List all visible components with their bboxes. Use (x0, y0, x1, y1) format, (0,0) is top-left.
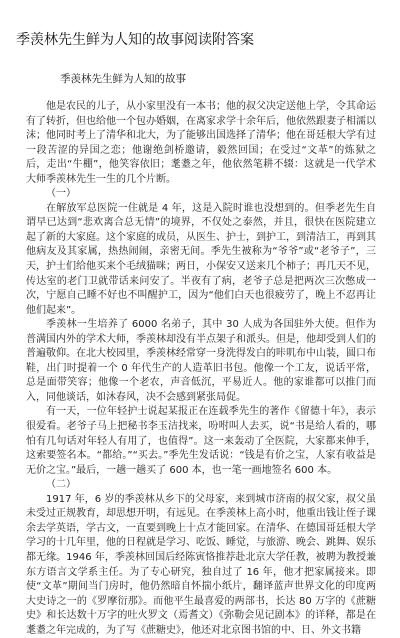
section-2-heading: （二） (46, 479, 76, 491)
article-subtitle: 季羡林先生鲜为人知的故事 (60, 73, 186, 85)
section-1-paragraph-1: 在解放军总医院一住就是 4 年，这是入院时谁也没想到的。但季老先生自谓早已达到“悲欢离合总无情”的境界，不仅处之泰然，并且，很快在医院建立起了新的大家庭。这个家庭的成员，从医生、护士，到护工，到清洁工，再到其他病友及其家属，热热闹闹，亲密无间。季先生被称为“爷爷”或“老爷子”，三天，护士们给他买来个毛绒猫咪；两日，小保安又送来几个柿子；再几天不见，传达室的老门卫就带话来问安了。半夜有了病，老爷子总是把两次三次憋成一次，宁愿自己睡不好也不叫醒护工，因为“他们白天也很疲劳了，晚上不忍再让他们起来”。 (26, 202, 376, 316)
section-1-paragraph-3: 有一天，一位年轻护士说起某报正在连载季先生的著作《留德十年》，表示很爱看。老爷子马上把秘书李玉洁找来，吩咐叫人去买，说“书是给人看的，哪怕有几句话对年轻人有用了，也值得”。这一来轰动了全医院，大家都来伸手，这索要签名本。“都给。”“买去。”季先生发话说：“钱是有价之宝，人家有收益是无价之宝。”最后，一趟一趟买了 600 本，也一笔一画地签名 600 本。 (26, 406, 376, 476)
intro-paragraph: 他是农民的儿子，从小家里没有一本书；他的叔父决定送他上学，令其命运有了转折，但也给他一个包办婚姻，在离家求学十余年后，他依然跟妻子相濡以沫；他同时考上了清华和北大，为了能够出国选择了清华；他在哥廷根大学有过一段苦涩的异国之恋；他谢绝剑桥邀请，毅然回国；在受过“文革”的炼狱之后，走出“牛棚”，他笑容依旧；耄耋之年，他依然笔耕不辍：这就是一代学术大师季羡林先生一生的几个片断。 (26, 101, 376, 185)
section-1-paragraph-2: 季羡林一生培养了 6000 名弟子，其中 30 人成为各国驻外大使。但作为普满国内外的学术大师，季羡林却没有半点架子和派头。但是，他却受到人们的普遍敬仰。在北大校园里，季羡林经常穿一身洗得发白的咔叽布中山装，圆口布鞋，出门时提着一个 0 年代生产的人造革旧书包。他像一个工友，说话平常，总是面带笑容；他像一个老农，声音低沉，平易近人。他的家谁都可以推门而入，同他谈话，如沐春风，决不会感到紧张局促。 (26, 319, 376, 403)
article-body (26, 100, 376, 638)
document-title: 季羡林先生鲜为人知的故事阅读附答案 (16, 32, 254, 48)
section-1-heading: （一） (46, 188, 76, 200)
section-2-paragraph-1: 1917 年，6 岁的季羡林从乡下的父母家，来到城市济南的叔父家，叔父虽未受过正规教育，却思想开明，有远见。在季羡林上高小时，他重出钱让侄子课余去学英语，学古文，一直要到晚上十点才能回家。在清华、在德国哥廷根大学学习的十几年里，他的日程就是学习、吃饭、睡觉，与旅游、晚会、跳舞、娱乐 都无缘。1946 年，季羡林回国后经陈寅恪推荐赴北京大学任教，被聘为教授兼东方语言文学系主任。为了专心研究，独自过了 16 年，他才把家属接来。即使“文革”期间当门房时，他仍然暗自怀揣小纸片，翻译蓝声世界文化的印度两大史诗之一的《罗摩衍那》。而他平生最喜爱的两部书，长达 80 万字的《蔗糖史》和长达数十万字的吐火罗文（焉耆文）《弥勒会见记剧本》的详释，都是在耄耋之年完成的，为了写《蔗糖史》，他还对北京图书馆的中、日、外文书籍 (26, 493, 376, 636)
